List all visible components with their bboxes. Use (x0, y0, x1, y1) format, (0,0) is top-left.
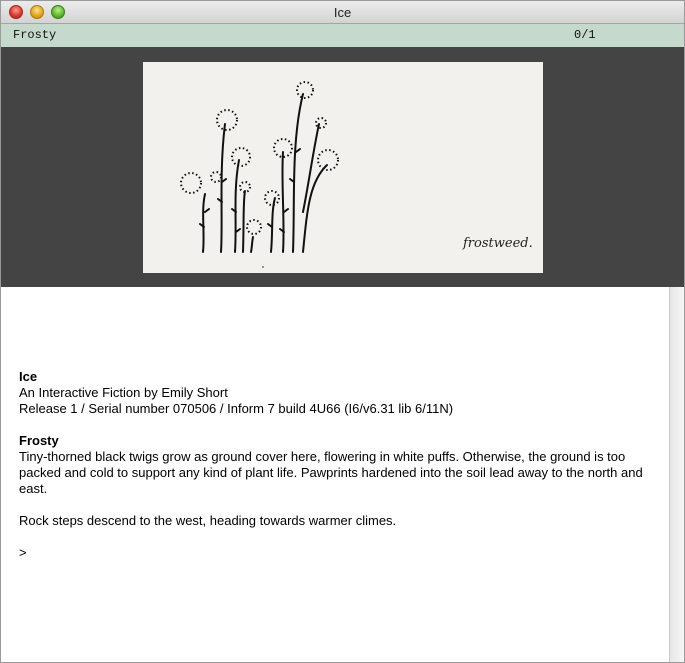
exits-description: Rock steps descend to the west, heading towards warmer climes. (19, 513, 397, 528)
graphics-panel (1, 47, 684, 287)
status-score: 0/1 (574, 28, 596, 42)
room-description: Tiny-thorned black twigs grow as ground cover here, flowering in white puffs. Otherwise, the ground is too packed and cold to support any kind of plant life. Pawprints hardened into the soil lead away to the north and east. (19, 449, 643, 496)
status-location: Frosty (13, 28, 57, 42)
status-bar (1, 24, 684, 47)
title-bar[interactable] (1, 1, 684, 24)
room-name: Frosty (19, 433, 59, 448)
window-title: Ice (333, 5, 352, 20)
vertical-scrollbar[interactable] (669, 287, 685, 663)
frostweed-illustration (143, 62, 543, 273)
game-byline: An Interactive Fiction by Emily Short (19, 385, 228, 400)
story-text-buffer[interactable] (1, 287, 669, 663)
release-info: Release 1 / Serial number 070506 / Inform 7 build 4U66 (I6/v6.31 lib 6/11N) (19, 401, 454, 416)
game-title: Ice (19, 369, 38, 384)
command-prompt[interactable]: > (19, 545, 27, 560)
illustration-caption: frostweed. (463, 236, 533, 251)
